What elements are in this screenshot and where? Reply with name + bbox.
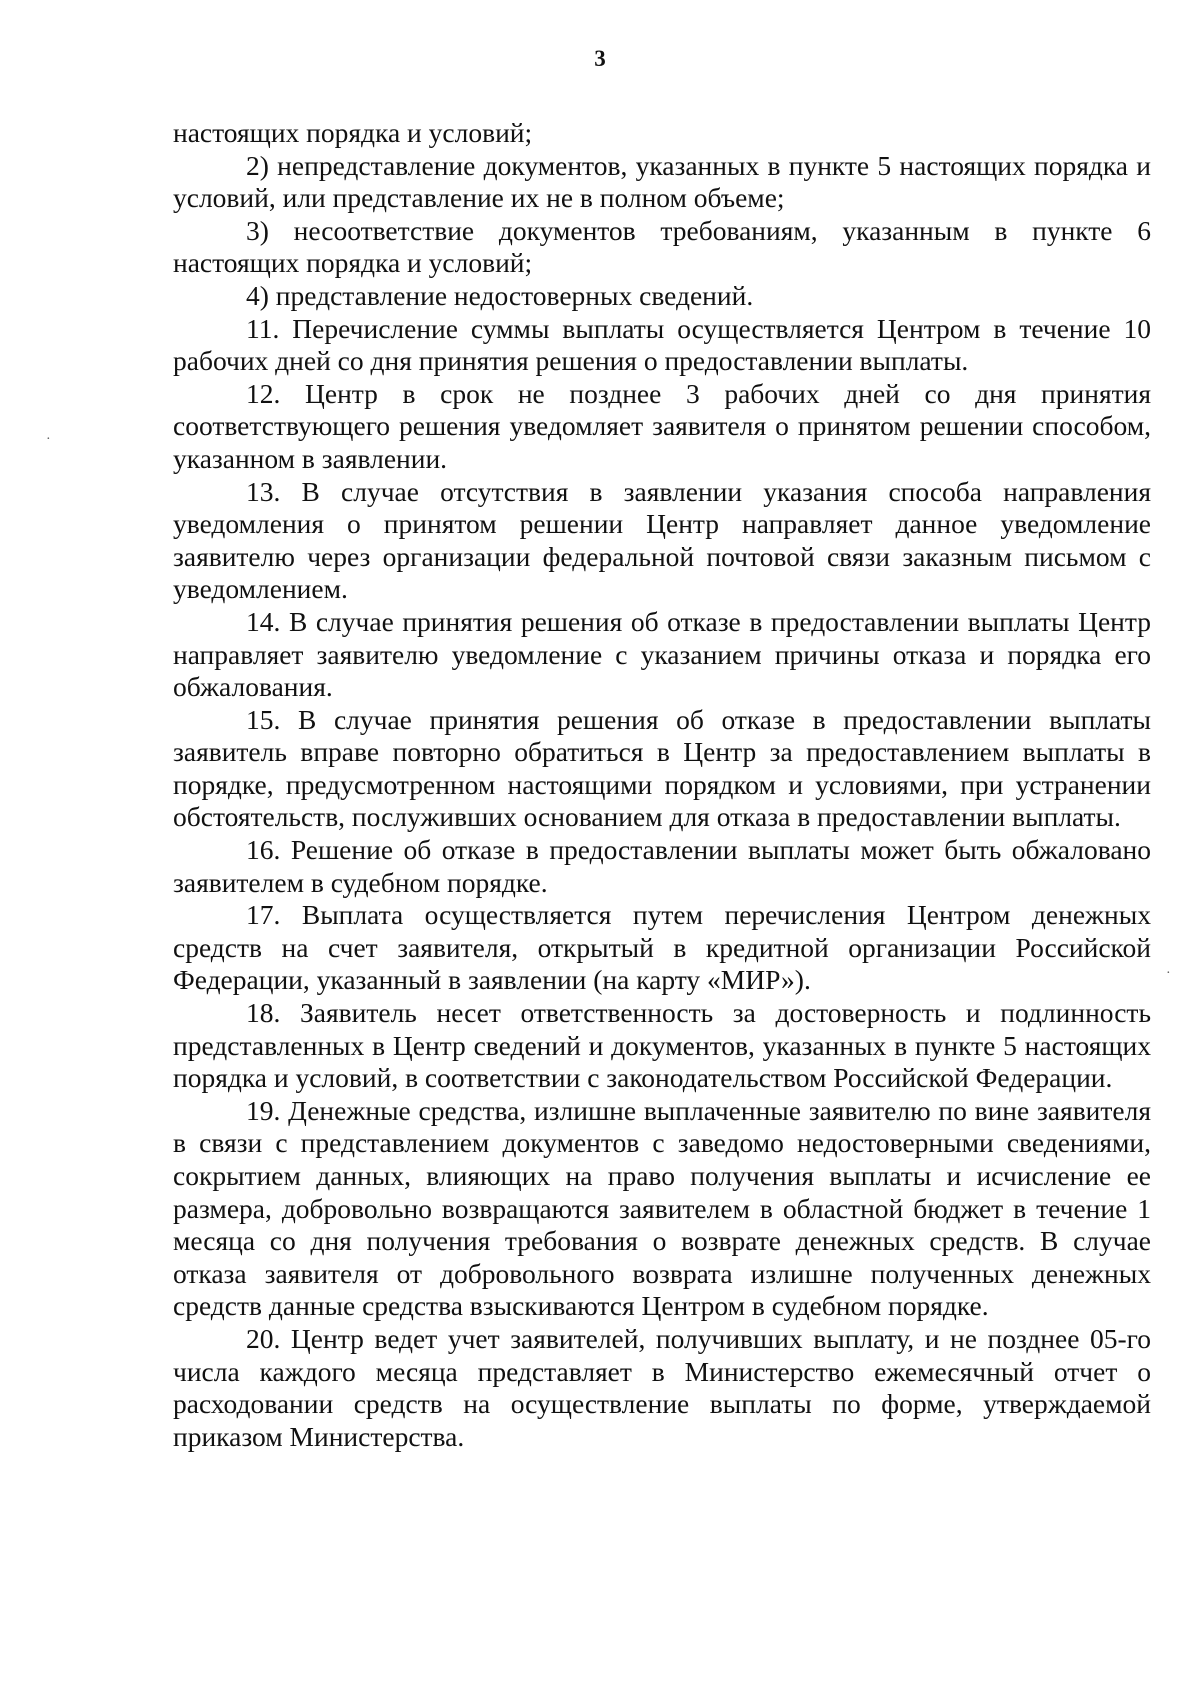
document-body <box>173 117 1151 1453</box>
paragraph-15: 15. В случае принятия решения об отказе в предоставлении выплаты заявитель вправе повторно обратиться в Центр за предоставлением выплаты в порядке, предусмотренном настоящими порядком и условиями, при устранении обстоятельств, послуживших основанием для отказа в предоставлении выплаты. <box>173 703 1151 833</box>
paragraph-19: 19. Денежные средства, излишне выплаченные заявителю по вине заявителя в связи с представлением документов с заведомо недостоверными сведениями, сокрытием данных, влияющих на право получения выплаты и исчисление ее размера, добровольно возвращаются заявителем в областной бюджет в течение 1 месяца со дня получения требования о возврате денежных средств. В случае отказа заявителя от добровольного возврата излишне полученных денежных средств данные средства взыскиваются Центром в судебном порядке. <box>173 1094 1151 1322</box>
paragraph-continuation: настоящих порядка и условий; <box>173 117 533 148</box>
paragraph-17: 17. Выплата осуществляется путем перечисления Центром денежных средств на счет заявителя, открытый в кредитной организации Российской Федерации, указанный в заявлении (на карту «МИР»). <box>173 899 1151 996</box>
scan-speck: · <box>46 432 51 447</box>
paragraph-20: 20. Центр ведет учет заявителей, получивших выплату, и не позднее 05-го числа каждого месяца представляет в Министерство ежемесячный отчет о расходовании средств на осуществление выплаты по форме, утверждаемой приказом Министерства. <box>173 1322 1151 1452</box>
paragraph-18: 18. Заявитель несет ответственность за достоверность и подлинность представленных в Центр сведений и документов, указанных в пункте 5 настоящих порядка и условий, в соответствии с законодательством Российской Федерации. <box>173 997 1151 1094</box>
page-number: 3 <box>594 46 606 71</box>
paragraph-13: 13. В случае отсутствия в заявлении указания способа направления уведомления о принятом решении Центр направляет данное уведомление заявителю через организации федеральной почтовой связи заказным письмом с уведомлением. <box>173 475 1151 605</box>
paragraph-item-3: 3) несоответствие документов требованиям, указанным в пункте 6 настоящих порядка и условий; <box>173 214 1151 279</box>
paragraph-14: 14. В случае принятия решения об отказе в предоставлении выплаты Центр направляет заявителю уведомление с указанием причины отказа и порядка его обжалования. <box>173 605 1151 703</box>
paragraph-12: 12. Центр в срок не позднее 3 рабочих дней со дня принятия соответствующего решения уведомляет заявителя о принятом решении способом, указанном в заявлении. <box>173 377 1151 474</box>
paragraph-11: 11. Перечисление суммы выплаты осуществляется Центром в течение 10 рабочих дней со дня принятия решения о предоставлении выплаты. <box>173 312 1151 377</box>
paragraph-item-4: 4) представление недостоверных сведений. <box>246 279 754 311</box>
scan-speck: · <box>1166 966 1171 981</box>
paragraph-16: 16. Решение об отказе в предоставлении выплаты может быть обжаловано заявителем в судебном порядке. <box>173 834 1151 898</box>
paragraph-item-2: 2) непредставление документов, указанных в пункте 5 настоящих порядка и условий, или представление их не в полном объеме; <box>173 149 1151 214</box>
